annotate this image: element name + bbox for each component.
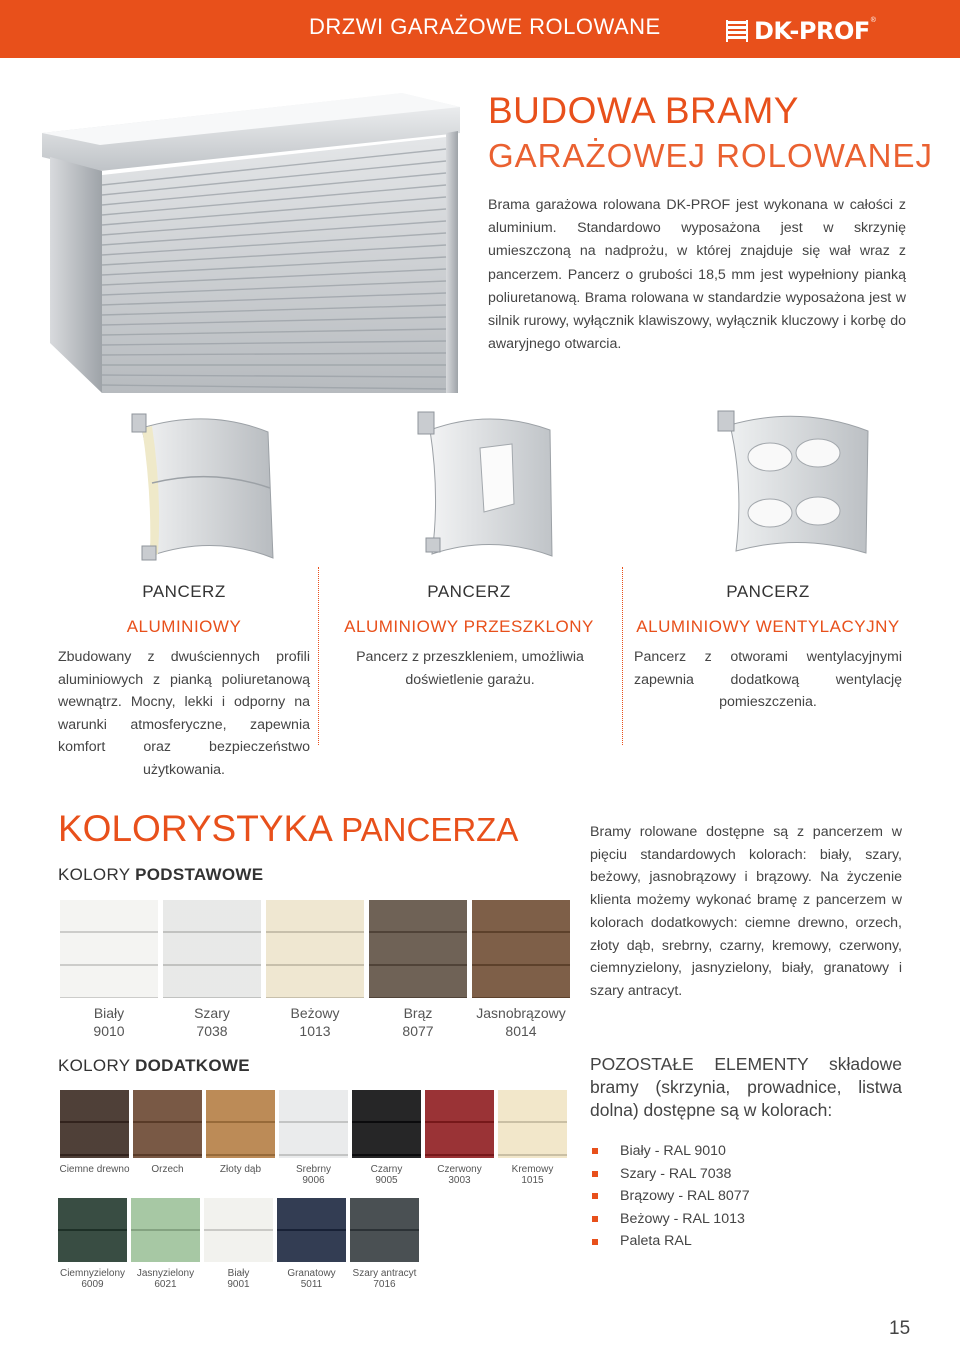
list-item-text: Brązowy - RAL 8077: [620, 1188, 750, 1205]
color-swatch: [204, 1198, 273, 1262]
profile-1-label: PANCERZ: [142, 582, 226, 601]
logo-mark-icon: [724, 18, 750, 44]
color-swatch-label: [54, 1004, 164, 1040]
extra-heading-light: KOLORY: [58, 1056, 131, 1075]
color-name: Srebrny: [295, 1164, 331, 1175]
color-code: 6009: [81, 1279, 104, 1290]
profile-3-heading: [634, 582, 902, 637]
color-swatch-label: [466, 1004, 576, 1040]
bullet-icon: [592, 1148, 598, 1154]
color-code: 8077: [402, 1023, 434, 1039]
list-item-text: Biały - RAL 9010: [620, 1143, 726, 1159]
extra-colors-heading: [58, 1056, 250, 1076]
color-swatch-label: [260, 1004, 370, 1040]
color-name: Czarny: [370, 1164, 403, 1175]
profile-3-description: Pancerz z otworami wentylacyjnymi zapewnia dodatkową wentylację pomieszczenia.: [634, 649, 902, 710]
color-swatch-label: [363, 1004, 473, 1040]
list-item-text: Beżowy - RAL 1013: [620, 1210, 745, 1227]
color-code: 5011: [300, 1279, 323, 1290]
color-swatch: [498, 1090, 567, 1158]
list-item: [592, 1140, 750, 1163]
color-name: Ciemne drewno: [59, 1164, 130, 1175]
color-code: 6021: [154, 1279, 177, 1290]
colors-title-bold: KOLORYSTYKA: [58, 808, 331, 849]
profile-1-name: ALUMINIOWY: [126, 617, 242, 636]
color-code: 9005: [375, 1175, 398, 1186]
other-elements-list: [592, 1140, 750, 1253]
color-name: Czerwony: [437, 1164, 482, 1175]
color-swatch: [58, 1198, 127, 1262]
color-code: 9006: [302, 1175, 325, 1186]
color-swatch-label: [55, 1164, 135, 1175]
list-item-text: Paleta RAL: [620, 1233, 692, 1250]
color-code: 3003: [448, 1175, 471, 1186]
profile-2-description: Pancerz z przeszkleniem, umożliwia doświetlenie garażu.: [356, 649, 584, 688]
profile-2-heading: [334, 582, 604, 637]
color-name: Biały: [227, 1268, 250, 1279]
profile-1-heading: [60, 582, 308, 637]
color-swatch: [472, 900, 570, 998]
basic-heading-light: KOLORY: [58, 865, 131, 884]
color-swatch: [266, 900, 364, 998]
column-divider: [318, 567, 319, 745]
color-name: Orzech: [151, 1164, 184, 1175]
color-swatch-label: [157, 1004, 267, 1040]
color-name: Jasnyzielony: [136, 1268, 195, 1279]
bullet-icon: [592, 1239, 598, 1245]
logo-text: DK-PROF: [754, 17, 870, 45]
color-name: Brąz: [403, 1005, 433, 1021]
colors-title-light: PANCERZA: [341, 811, 519, 848]
color-swatch: [206, 1090, 275, 1158]
colors-title: [58, 808, 518, 850]
profile-2-label: PANCERZ: [427, 582, 511, 601]
color-name: Jasnobrązowy: [476, 1005, 566, 1021]
color-code: 9001: [227, 1279, 250, 1290]
color-swatch-label: [128, 1164, 208, 1175]
hero-subtitle: GARAŻOWEJ ROLOWANEJ: [488, 137, 933, 174]
color-swatch: [163, 900, 261, 998]
color-swatch-label: [347, 1164, 427, 1186]
bullet-icon: [592, 1216, 598, 1222]
profile-2-name: ALUMINIOWY PRZESZKLONY: [344, 617, 594, 636]
roller-door-image: [42, 93, 462, 393]
color-swatch: [279, 1090, 348, 1158]
basic-colors-heading: [58, 865, 263, 885]
color-code: 1015: [521, 1175, 544, 1186]
color-code: 8014: [505, 1023, 537, 1039]
color-swatch-label: [126, 1268, 206, 1290]
list-item-text: Szary - RAL 7038: [620, 1165, 732, 1182]
color-swatch-label: [274, 1164, 354, 1186]
color-name: Beżowy: [290, 1005, 340, 1021]
list-item: [592, 1230, 750, 1253]
color-swatch-label: [53, 1268, 133, 1290]
color-swatch-label: [345, 1268, 425, 1290]
column-divider: [622, 567, 623, 745]
list-item: [592, 1163, 750, 1186]
bullet-icon: [592, 1193, 598, 1199]
header-bar: [0, 0, 960, 58]
page-number: 15: [889, 1318, 911, 1339]
color-name: Granatowy: [287, 1268, 336, 1279]
profile-1-description: Zbudowany z dwuściennych profili aluminiowych z pianką poliuretanową wewnątrz. Mocny, lekki i odporny na warunki atmosferyczne, zapewnia komfort oraz bezpieczeństwo użytkowania.: [58, 649, 310, 778]
color-name: Złoty dąb: [219, 1164, 262, 1175]
color-swatch: [425, 1090, 494, 1158]
color-name: Szary: [194, 1005, 230, 1021]
hero-description: Brama garażowa rolowana DK-PROF jest wykonana w całości z aluminium. Standardowo wyposażona jest w skrzynię umieszczoną na nadprożu, w której znajduje się wał wraz z pancerzem. Pancerz o grubości 18,5 mm jest wypełniony pianką poliuretanową. Brama rolowana w standardzie wyposażona jest w silnik rurowy, wyłącznik klawiszowy, wyłącznik kluczowy i korbę do awaryjnego otwarcia.: [488, 197, 906, 353]
profile-ventilation-image: [700, 405, 870, 555]
color-name: Ciemnyzielony: [59, 1268, 126, 1279]
color-code: 9010: [93, 1023, 125, 1039]
logo-registered: ®: [870, 17, 876, 24]
color-swatch: [131, 1198, 200, 1262]
color-name: Biały: [93, 1005, 125, 1021]
extra-heading-bold: DODATKOWE: [135, 1056, 250, 1075]
color-swatch-label: [493, 1164, 573, 1186]
other-elements-heading: POZOSTAŁE ELEMENTY składowe bramy (skrzynia, prowadnice, listwa dolna) dostępne są w kolorach:: [590, 1054, 902, 1120]
color-swatch-label: [199, 1268, 279, 1290]
basic-heading-bold: PODSTAWOWE: [135, 865, 264, 884]
brand-logo: [724, 17, 876, 45]
color-swatch: [277, 1198, 346, 1262]
profile-glazed-image: [410, 400, 560, 560]
profile-aluminium-image: [128, 408, 278, 568]
hero-title: BUDOWA BRAMY: [488, 90, 799, 131]
color-swatch: [133, 1090, 202, 1158]
color-name: Kremowy: [511, 1164, 554, 1175]
profile-3-label: PANCERZ: [726, 582, 810, 601]
color-swatch-label: [420, 1164, 500, 1186]
list-item: [592, 1185, 750, 1208]
color-swatch: [60, 1090, 129, 1158]
color-swatch: [352, 1090, 421, 1158]
color-swatch: [350, 1198, 419, 1262]
color-swatch-label: [272, 1268, 352, 1290]
list-item: [592, 1208, 750, 1231]
color-code: 7038: [196, 1023, 228, 1039]
bullet-icon: [592, 1171, 598, 1177]
color-swatch: [369, 900, 467, 998]
colors-description: Bramy rolowane dostępne są z pancerzem w pięciu standardowych kolorach: biały, szary, beżowy, jasnobrązowy i brązowy. Na życzenie klienta możemy wykonać bramę z pancerzem w kolorach dodatkowych: ciemne drewno, orzech, złoty dąb, srebrny, czarny, kremowy, czerwony, ciemnyzielony, jasnyzielony, biały, granatowy i szary antracyt.: [590, 824, 902, 999]
header-title: DRZWI GARAŻOWE ROLOWANE: [309, 14, 661, 39]
color-code: 1013: [299, 1023, 331, 1039]
color-swatch-label: [201, 1164, 281, 1175]
color-name: Szary antracyt: [352, 1268, 417, 1279]
color-code: 7016: [373, 1279, 396, 1290]
color-swatch: [60, 900, 158, 998]
profile-3-name: ALUMINIOWY WENTYLACYJNY: [636, 617, 900, 636]
